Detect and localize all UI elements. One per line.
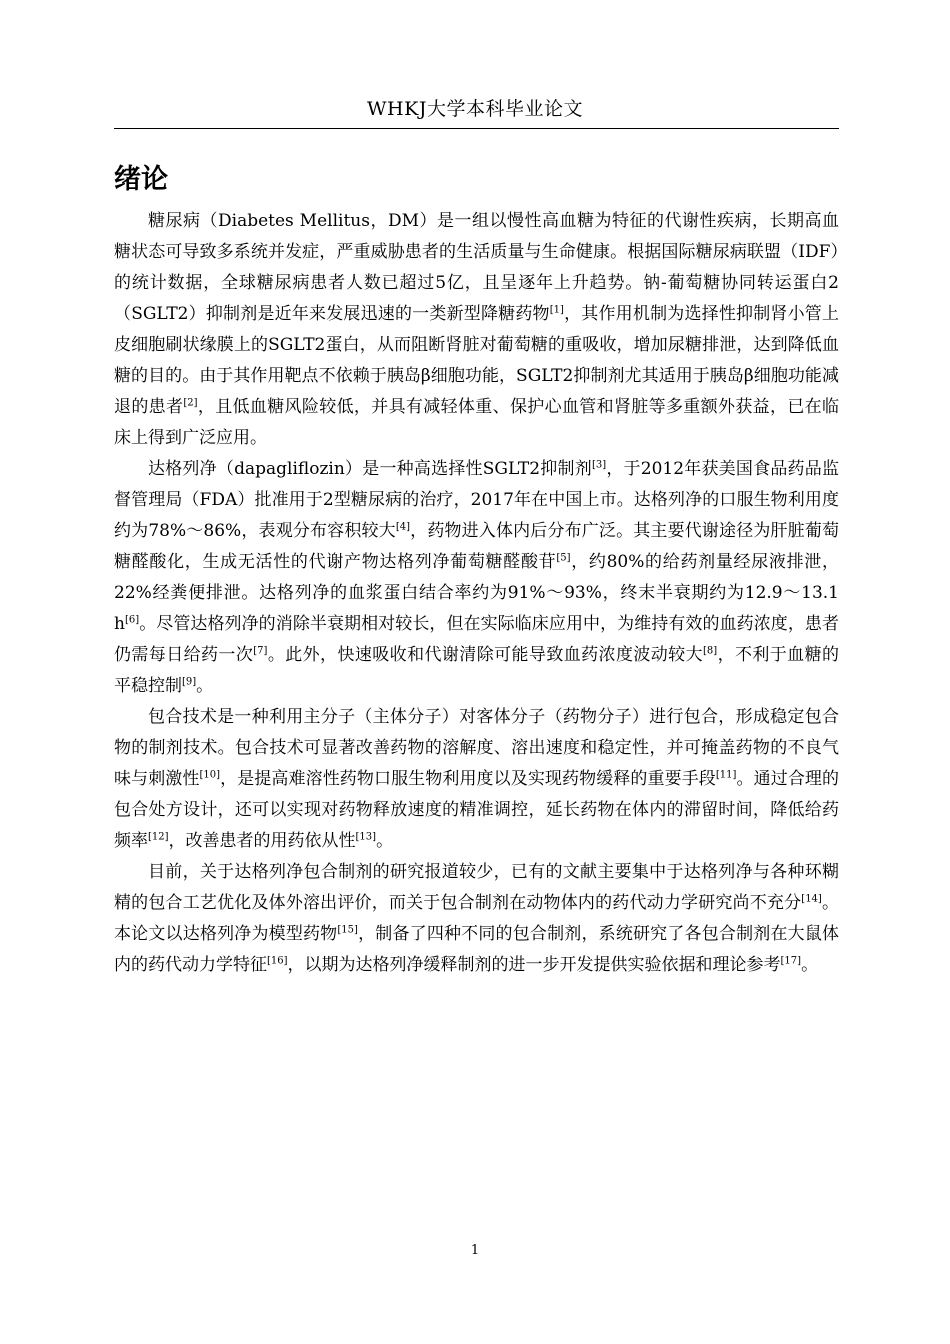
citation-reference: [15] [337, 924, 358, 936]
paragraph-text: ，药物进入体内后分布广泛。其主要代谢途径为肝脏葡萄糖醛酸化，生成无活性的代谢产物达格列净葡萄糖醛酸苷 [114, 521, 840, 572]
paragraph-text: ，是提高难溶性药物口服生物利用度以及实现药物缓释的重要手段 [220, 769, 716, 789]
paragraph-text: ，其作用机制为选择性抑制肾小管上皮细胞刷状缘膜上的SGLT2蛋白，从而阻断肾脏对葡萄糖的重吸收，增加尿糖排泄，达到降低血糖的目的。由于其作用靶点不依赖于胰岛β细胞功能，SGLT2抑制剂尤其适用于胰岛β细胞功能减退的患者 [114, 304, 839, 417]
paragraph-text: 。此外，快速吸收和代谢清除可能导致血药浓度波动较大 [267, 645, 703, 665]
citation-reference: [12] [148, 831, 169, 843]
paragraph-text: 糖尿病（Diabetes Mellitus，DM）是一组以慢性高血糖为特征的代谢性疾病，长期高血糖状态可导致多系统并发症，严重威胁患者的生活质量与生命健康。根据国际糖尿病联盟（IDF）的统计数据，全球糖尿病患者人数已超过5亿，且呈逐年上升趋势。钠-葡萄糖协同转运蛋白2（SGLT2）抑制剂是近年来发展迅速的一类新型降糖药物 [114, 211, 839, 324]
paragraph [114, 857, 839, 981]
citation-reference: [17] [780, 955, 802, 967]
paragraph-text: ，于2012年获美国食品药品监督管理局（FDA）批准用于2型糖尿病的治疗，2017年在中国上市。达格列净的口服生物利用度约为78%～86%，表观分布容积较大 [114, 459, 839, 541]
citation-reference: [11] [715, 769, 737, 781]
paragraph-text: 。 [196, 676, 214, 696]
paragraph-text: ，约80%的给药剂量经尿液排泄，22%经粪便排泄。达格列净的血浆蛋白结合率约为91%～93%，终末半衰期约为12.9～13.1 h [114, 552, 839, 634]
citation-reference: [5] [556, 552, 571, 564]
citation-reference: [1] [549, 304, 564, 316]
citation-reference: [13] [355, 831, 377, 843]
citation-reference: [9] [182, 676, 197, 688]
page-number: 1 [470, 1243, 480, 1258]
paragraph-text: ，改善患者的用药依从性 [168, 831, 356, 851]
running-header: WHKJ大学本科毕业论文 [367, 98, 583, 120]
citation-reference: [7] [253, 645, 268, 657]
paragraph-text: 。通过合理的包合处方设计，还可以实现对药物释放速度的精准调控，延长药物在体内的滞留时间，降低给药频率 [114, 769, 840, 851]
body-text [114, 206, 839, 981]
paragraph-text: ，以期为达格列净缓释制剂的进一步开发提供实验依据和理论参考 [287, 955, 781, 975]
citation-reference: [4] [395, 521, 410, 533]
section-title: 绪论 [114, 164, 168, 195]
paragraph-text: ，且低血糖风险较低，并具有减轻体重、保护心血管和肾脏等多重额外获益，已在临床上得到广泛应用。 [114, 397, 840, 448]
paragraph-text: ，制备了四种不同的包合制剂，系统研究了各包合制剂在大鼠体内的药代动力学特征 [114, 924, 840, 975]
citation-reference: [6] [124, 614, 140, 626]
header-divider [114, 128, 839, 129]
paragraph-text: 包合技术是一种利用主分子（主体分子）对客体分子（药物分子）进行包合，形成稳定包合物的制剂技术。包合技术可显著改善药物的溶解度、溶出速度和稳定性，并可掩盖药物的不良气味与刺激性 [114, 707, 839, 789]
paragraph-text: 。 [376, 831, 394, 851]
paragraph-text: ，不利于血糖的平稳控制 [114, 645, 839, 696]
paragraph-text: 达格列净（dapagliflozin）是一种高选择性SGLT2抑制剂 [148, 459, 592, 479]
citation-reference: [2] [183, 397, 198, 409]
paragraph-text: 目前，关于达格列净包合制剂的研究报道较少，已有的文献主要集中于达格列净与各种环糊精的包合工艺优化及体外溶出评价，而关于包合制剂在动物体内的药代动力学研究尚不充分 [114, 862, 839, 913]
paragraph-text: 。本论文以达格列净为模型药物 [114, 893, 840, 944]
citation-reference: [3] [591, 459, 607, 471]
paragraph [114, 454, 839, 702]
citation-reference: [16] [267, 955, 288, 967]
paragraph-text: 。尽管达格列净的消除半衰期相对较长，但在实际临床应用中，为维持有效的血药浓度，患者仍需每日给药一次 [114, 614, 839, 665]
paragraph [114, 206, 839, 454]
paragraph-text: 。 [801, 955, 819, 975]
citation-reference: [8] [702, 645, 718, 657]
citation-reference: [10] [199, 769, 221, 781]
paragraph [114, 702, 839, 857]
citation-reference: [14] [801, 893, 822, 905]
